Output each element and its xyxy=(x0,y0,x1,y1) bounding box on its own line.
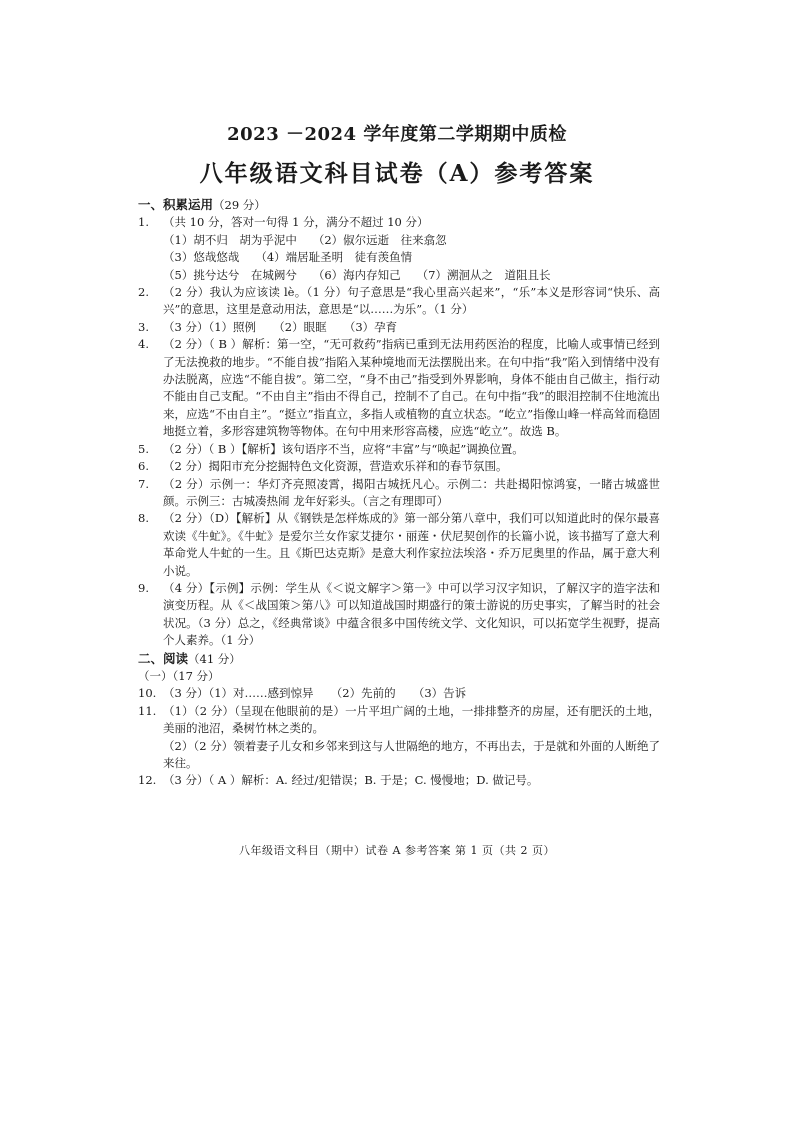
item-text: （2 分）示例一：华灯齐亮照凌霄，揭阳古城抚凡心。示例二：共赴揭阳惊鸿宴，一睹古城盛世颜。示例三：古城凑热闹 龙年好彩头。（言之有理即可） xyxy=(163,476,660,508)
item-number: 12. xyxy=(138,773,157,788)
item-number: 9. xyxy=(138,580,149,595)
item-number: 4. xyxy=(138,337,149,352)
recitation-answer: （1）胡不归 胡为乎泥中 xyxy=(163,232,297,247)
recitation-answer: （4）端居耻圣明 徒有羡鱼情 xyxy=(255,250,413,265)
section-points: （29 分） xyxy=(213,198,266,212)
item-text: （2 分）（D）【解析】从《钢铁是怎样炼成的》第一部分第八章中，我们可以知道此时的保尔最喜欢读《牛虻》。《牛虻》是爱尔兰女作家艾捷尔・丽莲・伏尼契创作的长篇小说，该书描写了意大利革命党人牛虻的一生。且《斯巴达克斯》是意大利作家拉法埃洛・乔万尼奥里的作品，属于意大利小说。 xyxy=(163,511,660,578)
item-text: （2 分）（ B ）解析：第一空，“无可救药”指病已重到无法用药医治的程度，比喻人或事情已经到了无法挽救的地步。“不能自拔”指陷入某种境地而无法摆脱出来。在句中指“我”陷入到情绪中没有办法脱离，应选“不能自拔”。第二空，“身不由己”指受到外界影响，身体不能由自己做主，指行动不能由自己支配。“不由自主”指由不得自己，控制不了自己。在句中指“我”的眼泪控制不住地流出来，应选“不由自主”。“挺立”指直立，多指人或植物的直立状态。“屹立”指像山峰一样高耸而稳固地挺立着，多形容建筑物等物体。在句中用来形容高楼，应选“屹立”。故选 B。 xyxy=(163,337,660,439)
answer-item-5 xyxy=(138,441,660,458)
item-number: 6. xyxy=(138,459,149,474)
item-number: 8. xyxy=(138,511,149,526)
answer-item-11-part2: （2）（2 分）领着妻子儿女和乡邻来到这与人世隔绝的地方，不再出去，于是就和外面的人断绝了来往。 xyxy=(163,738,660,770)
recitation-answer: （2）俶尔远逝 往来翕忽 xyxy=(312,232,447,247)
answer-item-10 xyxy=(138,685,660,702)
item-number: 5. xyxy=(138,441,149,456)
item-text: （3 分）（1）对……感到惊异 （2）先前的 （3）告诉 xyxy=(163,686,467,701)
answer-item-6 xyxy=(138,458,660,475)
answer-item-1 xyxy=(138,214,660,231)
exam-paper-title: 八年级语文科目试卷（A）参考答案 xyxy=(199,160,595,187)
item-text: （2 分）（ B ）【解析】该句语序不当，应将“丰富”与“唤起”调换位置。 xyxy=(163,441,524,456)
answer-item-9 xyxy=(138,580,660,650)
section-label: 二、阅读 xyxy=(138,650,189,666)
item-text: （1）（2 分）（呈现在他眼前的是）一片平坦广阔的土地，一排排整齐的房屋，还有肥沃的土地，美丽的池沼，桑树竹林之类的。 xyxy=(163,703,660,736)
recitation-answer: （7）溯洄从之 道阻且长 xyxy=(416,267,551,282)
item-text: （4 分）【示例】示例：学生从《＜说文解字＞第一》中可以学习汉字知识，了解汉字的造字法和演变历程。从《＜战国策＞第八》可以知道战国时期盛行的策士游说的历史事实，了解当时的社会状况。（3 分）总之，《经典常谈》中蕴含很多中国传统文学、文化知识，可以拓宽学生视野，提高个人素养。（1 分） xyxy=(163,580,660,648)
answer-item-3 xyxy=(138,319,660,336)
answer-item-7 xyxy=(138,476,660,511)
reading-part-label: （一）（17 分） xyxy=(138,668,220,683)
item-number: 7. xyxy=(138,476,149,491)
answer-subrow xyxy=(138,232,660,249)
section-heading-reading xyxy=(138,650,660,668)
item-text: （3 分）（ A ）解析：A. 经过/犯错误；B. 于是；C. 慢慢地；D. 做记号。 xyxy=(163,773,539,788)
answer-item-2 xyxy=(138,284,660,319)
answer-item-4 xyxy=(138,336,660,440)
recitation-answer: （6）海内存知己 xyxy=(312,267,401,282)
recitation-answer: （5）挑兮达兮 在城阙兮 xyxy=(163,267,297,282)
item-text: （3 分）（1）照例 （2）眼眶 （3）孕育 xyxy=(163,319,398,334)
recitation-answer: （3）悠哉悠哉 xyxy=(163,250,240,265)
section-points: （41 分） xyxy=(188,651,241,666)
answer-item-8 xyxy=(138,510,660,580)
item-text: （2 分）我认为应该读 lè。（1 分）句子意思是“我心里高兴起来”，“乐”本义是形容词“快乐、高兴”的意思，这里是意动用法，意思是“以……为乐”。（1 分） xyxy=(163,285,660,317)
page-footer: 八年级语文科目（期中）试卷 A 参考答案 第 1 页（共 2 页） xyxy=(239,844,555,857)
item-number: 3. xyxy=(138,319,149,334)
item-number: 2. xyxy=(138,285,149,300)
answer-item-11 xyxy=(138,703,660,738)
item-number: 1. xyxy=(138,215,149,230)
section-label: 一、积累运用 xyxy=(138,197,214,212)
answer-content xyxy=(138,196,660,790)
exam-term-title: 2023 －2024 学年度第二学期期中质检 xyxy=(227,124,567,145)
answer-subrow xyxy=(138,267,660,284)
item-text: （2 分）揭阳市充分挖掘特色文化资源，营造欢乐祥和的春节氛围。 xyxy=(163,459,508,474)
item-number: 11. xyxy=(138,703,157,718)
item-text: （共 10 分，答对一句得 1 分，满分不超过 10 分） xyxy=(163,215,429,230)
answer-item-12 xyxy=(138,772,660,789)
answer-subrow xyxy=(138,249,660,266)
section-heading-accumulation xyxy=(138,196,660,214)
item-number: 10. xyxy=(138,686,157,701)
